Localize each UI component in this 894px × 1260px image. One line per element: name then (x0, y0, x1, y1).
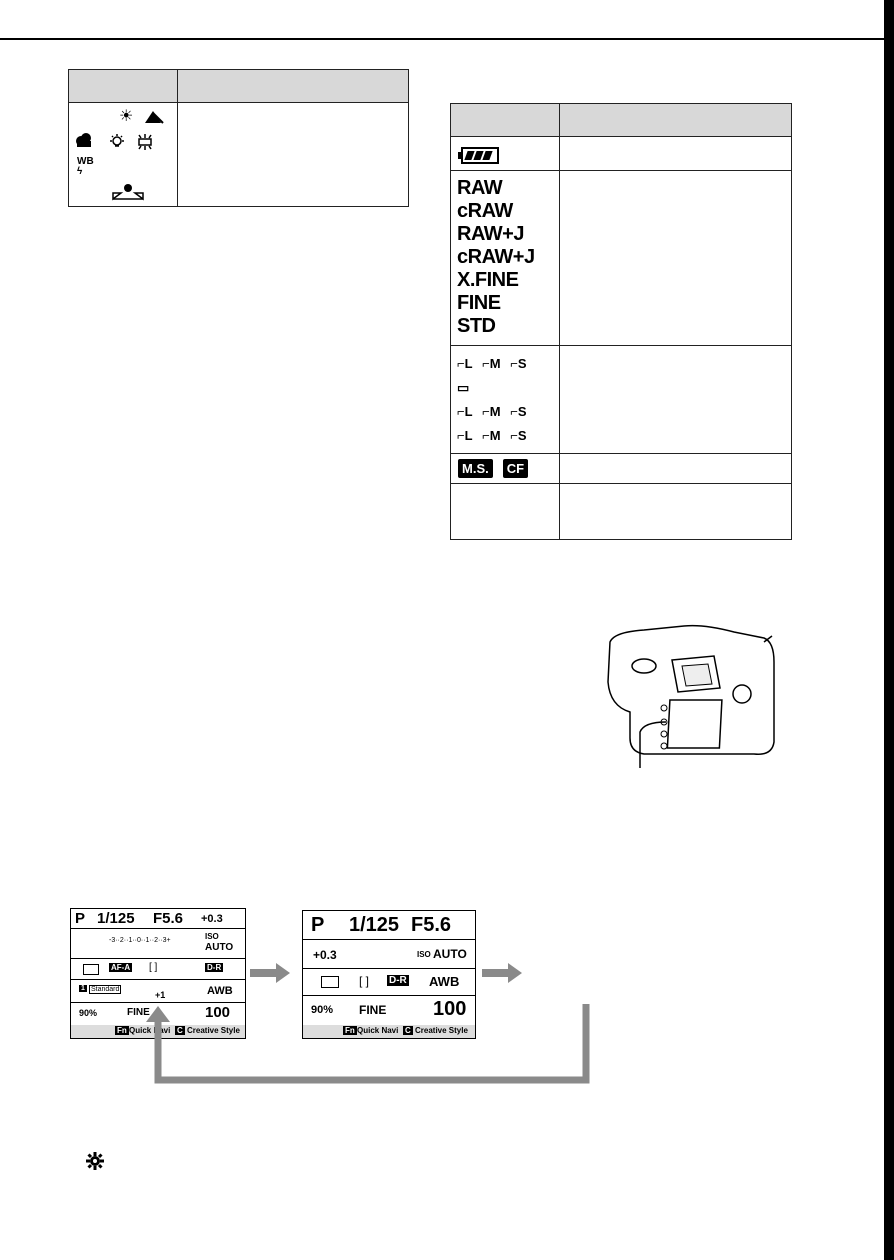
exposure-scale: -3··2··1··0··1··2··3+ (109, 937, 171, 944)
quality-raw: RAW (457, 177, 503, 199)
shutter-speed: 1/125 (349, 914, 400, 936)
display-indicators-table (450, 103, 792, 540)
battery-level: 90% (311, 1004, 334, 1016)
table-header-cell (559, 104, 791, 137)
exposure-comp: +0.3 (201, 913, 223, 925)
size-s-wide-icon: ⌐S (510, 428, 527, 443)
quality-fine: FINE (457, 292, 501, 314)
image-size-cell (451, 346, 560, 454)
c-key-icon: C (405, 1026, 411, 1035)
dro: D-R (207, 963, 222, 972)
battery-cell (451, 137, 560, 171)
page-top-rule (0, 38, 894, 40)
fn-key-icon: Fn (117, 1026, 127, 1035)
image-size-description-cell (559, 346, 791, 454)
cf-card-icon: CF (503, 459, 528, 478)
style-number: 1 (81, 985, 85, 992)
quality-std: STD (457, 315, 496, 337)
flash-wb-icon: WB ϟ (77, 156, 94, 177)
screen1-top-row (71, 909, 245, 929)
image-size-icons (451, 346, 559, 448)
aps-crop-icon: ▭ (457, 380, 470, 395)
mode-label: P (75, 910, 86, 927)
return-arrow-icon (146, 1002, 596, 1086)
screen2-row2 (303, 940, 475, 969)
size-s-crop-icon: ⌐S (510, 404, 527, 419)
size-m-crop-icon: ⌐M (482, 404, 501, 419)
gear-icon (86, 1152, 104, 1170)
battery-description-cell (559, 137, 791, 171)
empty-description-cell (559, 484, 791, 540)
white-balance-table (68, 69, 409, 207)
af-area-icon: [ ] (149, 962, 158, 973)
media-cell (451, 454, 560, 484)
screen2-top-row (303, 911, 475, 940)
cloudy-icon (75, 133, 93, 151)
size-l-icon: ⌐L (457, 356, 473, 371)
tungsten-icon (107, 133, 127, 155)
iso-value: AUTO (205, 942, 234, 953)
creative-style: Standard (91, 986, 120, 993)
af-area-icon: [ ] (359, 974, 370, 988)
custom-wb-icon (111, 183, 145, 205)
dro: D-R (389, 975, 407, 986)
arrow-right-icon (250, 963, 292, 983)
sun-icon: ☀ (119, 108, 134, 125)
quality-list (451, 171, 559, 338)
screen1-row2 (71, 929, 245, 959)
quality-craw: cRAW (457, 200, 513, 222)
screen2-row3 (303, 969, 475, 996)
quality-description-cell (559, 171, 791, 346)
quality-cell (451, 171, 560, 346)
exposure-comp: +0.3 (313, 948, 337, 962)
media-description-cell (559, 454, 791, 484)
table-header-cell (451, 104, 560, 137)
wb-icons-cell (69, 103, 178, 207)
iso-value: AUTO (433, 947, 467, 961)
drive-mode-icon (83, 964, 99, 975)
iso-label: ISO (417, 950, 431, 959)
mode-label: P (311, 914, 325, 936)
arrow-right-icon (482, 963, 524, 983)
camera-back-illustration (604, 622, 778, 770)
battery-icon (461, 147, 499, 164)
size-l-wide-icon: ⌐L (457, 428, 473, 443)
fn-key-icon: Fn (345, 1026, 355, 1035)
table-header-cell (177, 70, 408, 103)
size-m-wide-icon: ⌐M (482, 428, 501, 443)
empty-cell (451, 484, 560, 540)
fluorescent-icon (135, 133, 155, 155)
size-s-icon: ⌐S (510, 356, 527, 371)
white-balance: AWB (207, 985, 233, 997)
page-edge-tab (884, 0, 894, 1260)
quality-craw-j: cRAW+J (457, 246, 535, 268)
aperture-value: F5.6 (153, 910, 184, 927)
size-l-crop-icon: ⌐L (457, 404, 473, 419)
creative-style-label: Creative Style (415, 1026, 468, 1035)
c-key-icon: C (177, 1026, 183, 1035)
screen1-row4 (71, 980, 245, 1003)
flash-comp: +1 (155, 990, 166, 1000)
size-m-icon: ⌐M (482, 356, 501, 371)
wb-description-cell (177, 103, 408, 207)
shutter-speed: 1/125 (97, 910, 135, 927)
quality: FINE (359, 1003, 387, 1017)
af-mode: AF-A (111, 963, 131, 972)
quality: FINE (127, 1007, 150, 1018)
creative-style-label: Creative Style (187, 1026, 240, 1035)
battery-level: 90% (79, 1008, 98, 1018)
shade-icon (143, 107, 165, 129)
white-balance: AWB (429, 974, 460, 989)
quality-xfine: X.FINE (457, 269, 519, 291)
quick-navi-label: Quick Navi (129, 1026, 171, 1035)
drive-mode-icon (321, 976, 339, 988)
table-header-cell (69, 70, 178, 103)
quality-raw-j: RAW+J (457, 223, 524, 245)
quick-navi-label: Quick Navi (357, 1026, 399, 1035)
shots-remaining: 100 (433, 998, 467, 1020)
shots-remaining: 100 (205, 1004, 231, 1021)
wb-label: WB (77, 156, 94, 167)
memory-stick-icon: M.S. (458, 459, 493, 478)
aperture-value: F5.6 (411, 914, 452, 936)
iso-label: ISO (205, 932, 219, 941)
screen1-row3 (71, 959, 245, 980)
